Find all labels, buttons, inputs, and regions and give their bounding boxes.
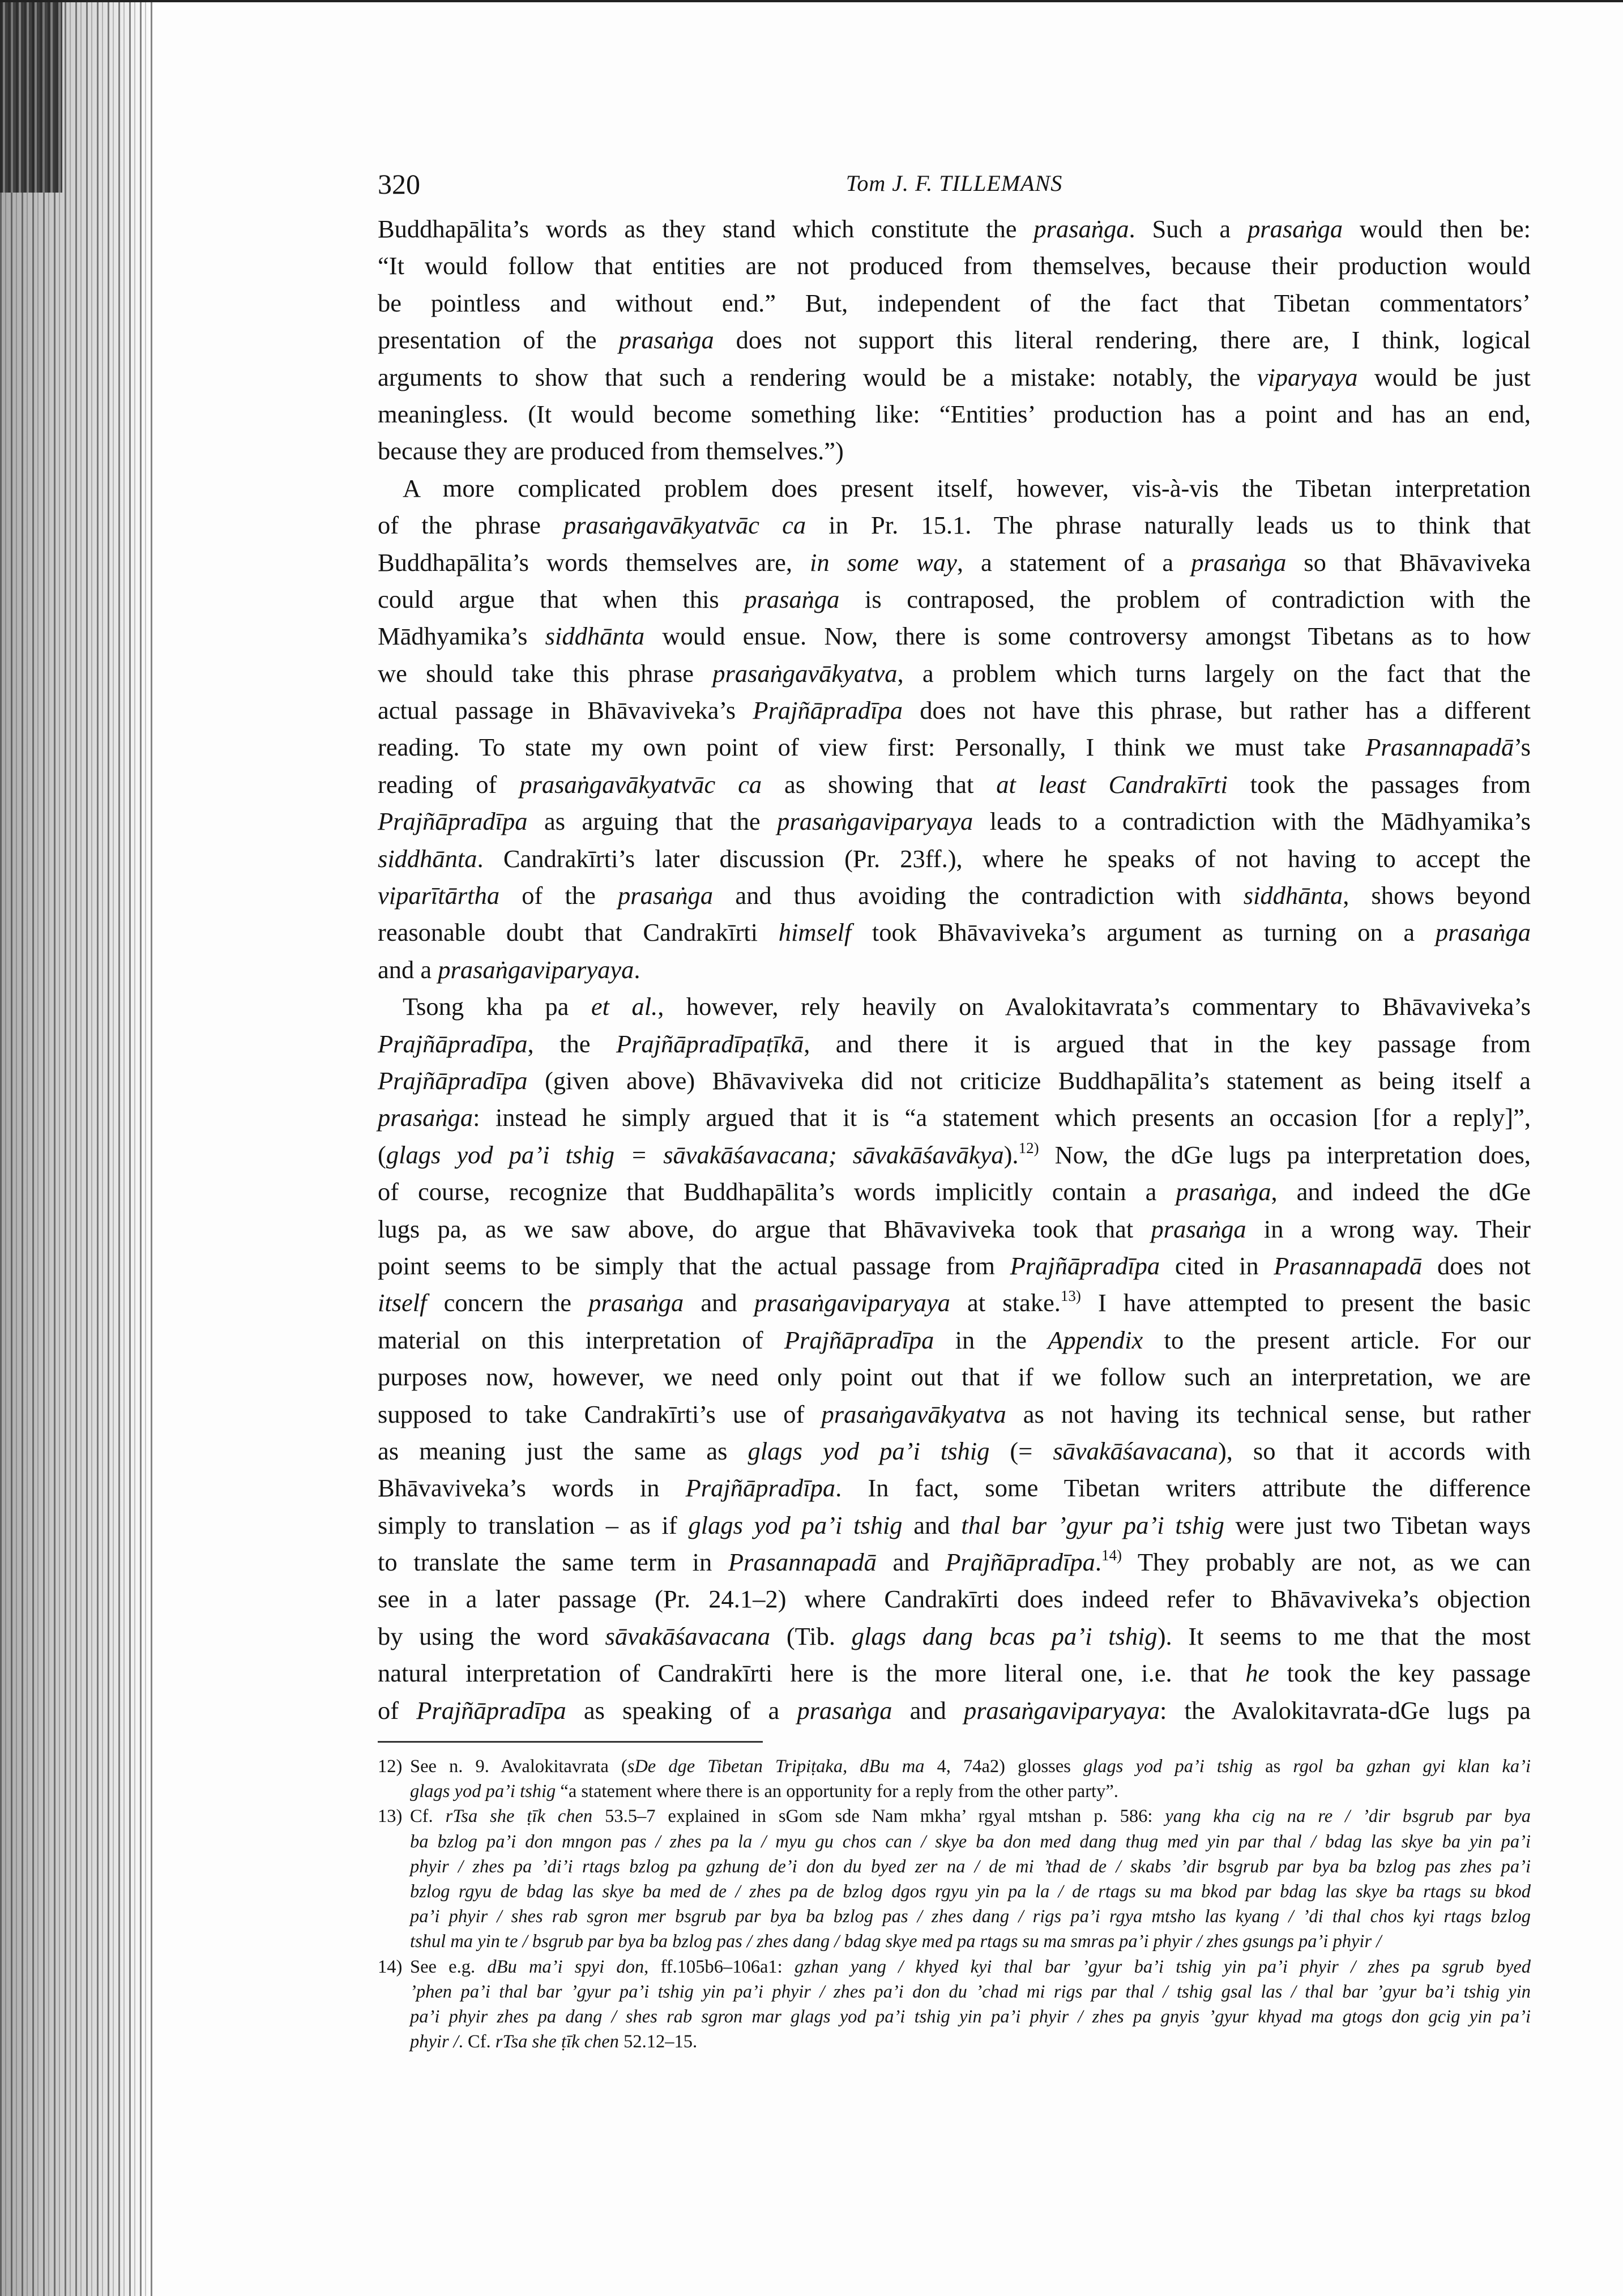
- italic-text-run: rgol ba gzhan gyi klan ka’i: [1293, 1756, 1531, 1777]
- text-run: (Tib.: [770, 1621, 852, 1650]
- italic-text-run: himself: [778, 918, 852, 947]
- text-run: simply to translation – as if: [378, 1510, 689, 1539]
- text-run: could argue that when this: [378, 584, 745, 613]
- footnote-line: [378, 2004, 1531, 2029]
- body-line: [378, 1322, 1531, 1359]
- footnote-line: [378, 1779, 1531, 1804]
- body-line: [378, 618, 1531, 655]
- text-run: reading. To state my own point of view first: Personally, I think we must take: [378, 733, 1366, 762]
- italic-text-run: bzlog rgyu de bdag las skye ba med de / zhes pa de bzlog dgos rgyu yin pa la / de rtags su ma bkod par bdag las skye ba rtags su bkod: [410, 1881, 1531, 1902]
- italic-text-run: Appendix: [1048, 1325, 1143, 1354]
- italic-text-run: prasaṅgaviparyaya: [754, 1288, 950, 1317]
- text-run: in the: [934, 1325, 1048, 1354]
- body-line: [378, 1211, 1531, 1248]
- italic-text-run: viparītārtha: [378, 881, 500, 910]
- text-run: is contraposed, the problem of contradiction with the: [839, 584, 1531, 613]
- text-run: took the passages from: [1227, 770, 1531, 799]
- footnote-line: [378, 1829, 1531, 1854]
- text-run: (given above) Bhāvaviveka did not criticize Buddhapālita’s statement as being itself a: [527, 1066, 1531, 1095]
- body-line: [378, 581, 1531, 618]
- italic-text-run: Prajñāpradīpa: [416, 1696, 566, 1725]
- text-run: ), so that it accords with: [1218, 1436, 1531, 1465]
- text-run: (=: [989, 1436, 1053, 1465]
- body-line: [378, 1099, 1531, 1136]
- text-run: and a: [378, 955, 438, 984]
- text-run: of the: [499, 881, 618, 910]
- body-line: [378, 247, 1531, 284]
- footnote-number: 13): [378, 1806, 403, 1827]
- italic-text-run: phyir / zhes pa ’di’i rtags bzlog pa gzhung de’i don du byed zer na / de mi ’thad de / skabs ’dir bsgrub par bya ba bzlog pas zhes pa’i: [410, 1856, 1531, 1877]
- italic-text-run: Prasannapadā: [728, 1548, 877, 1577]
- body-line: [378, 507, 1531, 544]
- italic-text-run: Prajñāpradīpa: [784, 1325, 934, 1354]
- italic-text-run: glags yod pa’i tshig: [688, 1510, 903, 1539]
- body-line: [378, 1284, 1531, 1321]
- scan-edge-dark-corner: [0, 0, 62, 193]
- italic-text-run: prasaṅga: [618, 326, 714, 355]
- italic-text-run: glags yod pa’i tshig: [1083, 1756, 1253, 1777]
- text-run: Mādhyamika’s: [378, 622, 545, 651]
- body-line: [378, 803, 1531, 840]
- italic-text-run: pa’i phyir zhes pa dang / shes rab sgron mar glags yod pa’i tshig yin pa’i phyir / zhes pa gnyis ’gyur khyad ma gtogs don gcig yin pa’i: [410, 2006, 1531, 2027]
- text-run: See e.g.: [410, 1956, 488, 1977]
- text-run: took Bhāvaviveka’s argument as turning on a: [851, 918, 1436, 947]
- text-run: would be just: [1357, 362, 1531, 391]
- text-run: in Pr. 15.1. The phrase naturally leads us to think that: [806, 511, 1531, 540]
- italic-text-run: Prajñāpradīpa: [1010, 1251, 1160, 1280]
- footnotes: [378, 1754, 1531, 2054]
- text-run: does not have this phrase, but rather has a different: [902, 696, 1531, 725]
- text-run: be pointless and without end.” But, independent of the fact that Tibetan commentators’: [378, 288, 1531, 317]
- text-run: (: [378, 1140, 386, 1169]
- footnote-reference: 13): [1060, 1287, 1081, 1305]
- italic-text-run: prasaṅgaviparyaya: [438, 955, 634, 984]
- italic-text-run: prasaṅga: [1151, 1214, 1246, 1243]
- italic-text-run: glags dang bcas pa’i tshig: [851, 1621, 1158, 1650]
- body-line: [378, 211, 1531, 247]
- footnote-line: [378, 1854, 1531, 1879]
- body-line: [378, 840, 1531, 877]
- text-run: as showing that: [762, 770, 997, 799]
- body-line: [378, 914, 1531, 951]
- italic-text-run: ba bzlog pa’i don mngon pas / zhes pa la / myu gu chos can / skye ba don med dang thug med yin par thal / bdag las skye ba yin pa’i: [410, 1831, 1531, 1852]
- text-run: natural interpretation of Candrakīrti here is the more literal one, i.e. that: [378, 1659, 1246, 1688]
- text-run: we should take this phrase: [378, 659, 713, 688]
- body-line: [378, 655, 1531, 692]
- italic-text-run: prasaṅga: [1191, 548, 1287, 577]
- italic-text-run: prasaṅga: [618, 881, 714, 910]
- body-line: [378, 359, 1531, 396]
- body-text: [378, 211, 1531, 1729]
- text-run: : instead he simply argued that it is “a statement which presents an occasion [for a reply]”,: [473, 1103, 1531, 1132]
- text-run: in a wrong way. Their: [1246, 1214, 1531, 1243]
- italic-text-run: prasaṅgavākyatva: [821, 1399, 1006, 1428]
- text-run: does not: [1422, 1251, 1531, 1280]
- italic-text-run: siddhānta: [545, 622, 645, 651]
- body-line: [378, 433, 1531, 470]
- italic-text-run: itself: [378, 1288, 427, 1317]
- text-run: Tsong kha pa: [403, 992, 591, 1021]
- text-run: and: [902, 1510, 962, 1539]
- page-number: 320: [378, 168, 420, 200]
- body-line: [378, 1544, 1531, 1581]
- body-line: [378, 1470, 1531, 1507]
- text-run: by using the word: [378, 1621, 605, 1650]
- footnote-number: 12): [378, 1756, 403, 1777]
- italic-text-run: prasaṅgaviparyaya: [777, 807, 973, 836]
- text-run: lugs pa, as we saw above, do argue that Bhāvaviveka took that: [378, 1214, 1151, 1243]
- text-run: , and indeed the dGe: [1271, 1177, 1531, 1206]
- body-line: [378, 1026, 1531, 1062]
- text-run: cited in: [1160, 1251, 1274, 1280]
- text-run: Cf.: [410, 1806, 446, 1827]
- footnote-line: [378, 1879, 1531, 1904]
- italic-text-run: dBu ma’i spyi don: [487, 1956, 644, 1977]
- text-run: “It would follow that entities are not produced from themselves, because their production would: [378, 251, 1531, 280]
- body-line: [378, 988, 1531, 1025]
- footnote-number: 14): [378, 1956, 403, 1977]
- text-run: of the phrase: [378, 511, 563, 540]
- italic-text-run: glags yod pa’i tshig: [410, 1781, 556, 1802]
- italic-text-run: prasaṅgavākyatva: [712, 659, 898, 688]
- text-run: and: [876, 1548, 946, 1577]
- footnote-line: [378, 1954, 1531, 1979]
- italic-text-run: Prajñāpradīpa: [378, 1029, 528, 1058]
- italic-text-run: Prajñāpradīpa: [753, 696, 903, 725]
- text-run: . Cf.: [458, 2032, 496, 2052]
- italic-text-run: prasaṅga: [797, 1696, 892, 1725]
- italic-text-run: viparyaya: [1257, 362, 1358, 391]
- text-run: , however, rely heavily on Avalokitavrata’s commentary to Bhāvaviveka’s: [657, 992, 1531, 1021]
- text-run: , shows beyond: [1343, 881, 1531, 910]
- text-run: and thus avoiding the contradiction with: [713, 881, 1244, 910]
- text-run: ).: [1003, 1140, 1019, 1169]
- italic-text-run: prasaṅga: [1248, 215, 1343, 243]
- text-run: 52.12–15.: [618, 2032, 698, 2052]
- text-run: Now, the dGe lugs pa interpretation does,: [1039, 1140, 1531, 1169]
- italic-text-run: Prajñāpradīpaṭīkā: [616, 1029, 804, 1058]
- footnote-reference: 14): [1101, 1547, 1122, 1564]
- running-head-author: Tom J. F. TILLEMANS: [845, 170, 1063, 196]
- text-run: as arguing that the: [527, 807, 778, 836]
- text-run: to translate the same term in: [378, 1548, 728, 1577]
- body-line: [378, 322, 1531, 359]
- text-run: Bhāvaviveka’s words in: [378, 1474, 686, 1503]
- text-run: . Candrakīrti’s later discussion (Pr. 23ff.), where he speaks of not having to accept the: [477, 844, 1531, 873]
- italic-text-run: rTsa she ṭīk chen: [495, 2032, 619, 2052]
- text-run: ). It seems to me that the most: [1157, 1621, 1531, 1650]
- text-run: , the: [527, 1029, 616, 1058]
- text-run: would then be:: [1343, 215, 1531, 243]
- text-run: , a problem which turns largely on the fact that the: [897, 659, 1531, 688]
- italic-text-run: thal bar ’gyur pa’i tshig: [961, 1510, 1224, 1539]
- footnote-line: [378, 1929, 1531, 1954]
- italic-text-run: sāvakāśavacana: [1053, 1436, 1218, 1465]
- text-run: so that Bhāvaviveka: [1286, 548, 1531, 577]
- text-run: at stake.: [950, 1288, 1061, 1317]
- body-line: [378, 1137, 1531, 1173]
- italic-text-run: tshul ma yin te / bsgrub par bya ba bzlog pas / zhes dang / bdag skye med pa rtags su ma smras pa’i phyir / zhes gsungs pa’i phyir /: [410, 1931, 1382, 1952]
- text-run: . In fact, some Tibetan writers attribute the difference: [835, 1474, 1531, 1503]
- text-run: : the Avalokitavrata-dGe lugs pa: [1160, 1696, 1531, 1725]
- italic-text-run: Prajñāpradīpa: [685, 1474, 836, 1503]
- footnote-reference: 12): [1018, 1139, 1039, 1156]
- italic-text-run: et al.: [591, 992, 658, 1021]
- body-line: [378, 692, 1531, 729]
- italic-text-run: phyir /: [410, 2032, 459, 2052]
- text-run: as not having its technical sense, but rather: [1006, 1399, 1531, 1428]
- italic-text-run: prasaṅga: [1033, 215, 1129, 243]
- text-run: , a statement of a: [956, 548, 1191, 577]
- body-line: [378, 1433, 1531, 1470]
- body-line: [378, 1618, 1531, 1655]
- scan-top-border: [0, 0, 1623, 2]
- body-line: [378, 1173, 1531, 1210]
- body-line: [378, 1396, 1531, 1433]
- text-run: ’s: [1514, 733, 1531, 762]
- text-run: as: [1253, 1756, 1293, 1777]
- text-run: , ff.105b6–106a1:: [644, 1956, 795, 1977]
- text-run: because they are produced from themselves.”): [378, 437, 844, 466]
- italic-text-run: pa’i phyir / shes rab sgron mer bsgrub par bya ba bzlog pas / zhes dang / rigs pa’i rgya mtsho las kyang / ’di thal chos kyi rtags bzlog: [410, 1906, 1531, 1927]
- body-line: [378, 877, 1531, 914]
- body-line: [378, 285, 1531, 322]
- text-run: as speaking of a: [566, 1696, 797, 1725]
- italic-text-run: Prajñāpradīpa: [378, 807, 528, 836]
- text-run: does not support this literal rendering, there are, I think, logical: [714, 326, 1531, 355]
- text-run: of: [378, 1696, 417, 1725]
- text-run: A more complicated problem does present itself, however, vis-à-vis the Tibetan interpretation: [403, 473, 1531, 502]
- footnote-line: [378, 2029, 1531, 2054]
- italic-text-run: sāvakāśavacana: [605, 1621, 771, 1650]
- italic-text-run: Prasannapadā: [1274, 1251, 1423, 1280]
- italic-text-run: Prajñāpradīpa: [378, 1066, 528, 1095]
- italic-text-run: ’phen pa’i thal bar ’gyur pa’i tshig yin pa’i phyir / zhes pa’i don du ’chad mi rigs par thal / tshig gsal las / thal bar ’gyur ba’i tshig yin: [410, 1981, 1531, 2002]
- italic-text-run: rTsa she ṭīk chen: [445, 1806, 593, 1827]
- italic-text-run: prasaṅga: [1176, 1177, 1271, 1206]
- text-run: Buddhapālita’s words as they stand which constitute the: [378, 215, 1034, 243]
- italic-text-run: sDe dge Tibetan Tripiṭaka, dBu ma: [627, 1756, 925, 1777]
- footnote-separator: [378, 1741, 763, 1743]
- body-line: [378, 470, 1531, 507]
- text-run: arguments to show that such a rendering would be a mistake: notably, the: [378, 362, 1257, 391]
- text-run: presentation of the: [378, 326, 619, 355]
- text-run: , and there it is argued that in the key passage from: [804, 1029, 1531, 1058]
- footnote-line: [378, 1904, 1531, 1929]
- scan-edge-shadow: [0, 0, 153, 2296]
- text-run: I have attempted to present the basic: [1080, 1288, 1531, 1317]
- text-run: purposes now, however, we need only point out that if we follow such an interpretation, we are: [378, 1363, 1531, 1392]
- text-run: actual passage in Bhāvaviveka’s: [378, 696, 753, 725]
- text-run: as meaning just the same as: [378, 1436, 748, 1465]
- text-run: 53.5–7 explained in sGom sde Nam mkha’ rgyal mtshan p. 586:: [592, 1806, 1165, 1827]
- body-line: [378, 766, 1531, 803]
- text-run: were just two Tibetan ways: [1224, 1510, 1531, 1539]
- text-run: meaningless. (It would become something like: “Entities’ production has a point and has an end,: [378, 399, 1531, 428]
- text-run: supposed to take Candrakīrti’s use of: [378, 1399, 822, 1428]
- body-line: [378, 1062, 1531, 1099]
- footnote-line: [378, 1979, 1531, 2004]
- italic-text-run: siddhānta: [1243, 881, 1343, 910]
- italic-text-run: gzhan yang / khyed kyi thal bar ’gyur ba’i tshig yin pa’i phyir / zhes pa sgrub byed: [794, 1956, 1531, 1977]
- body-line: [378, 729, 1531, 766]
- italic-text-run: in some way: [810, 548, 957, 577]
- text-run: point seems to be simply that the actual passage from: [378, 1251, 1010, 1280]
- text-run: Buddhapālita’s words themselves are,: [378, 548, 810, 577]
- text-run: of course, recognize that Buddhapālita’s words implicitly contain a: [378, 1177, 1176, 1206]
- text-run: .: [634, 955, 640, 984]
- body-line: [378, 1655, 1531, 1692]
- italic-text-run: glags yod pa’i tshig: [748, 1436, 990, 1465]
- body-line: [378, 1581, 1531, 1618]
- footnote-line: [378, 1804, 1531, 1829]
- body-line: [378, 1692, 1531, 1729]
- text-run: “a statement where there is an opportunity for a reply from the other party”.: [556, 1781, 1118, 1802]
- italic-text-run: siddhānta: [378, 844, 477, 873]
- body-line: [378, 1359, 1531, 1395]
- italic-text-run: prasaṅgaviparyaya: [963, 1696, 1160, 1725]
- body-line: [378, 1507, 1531, 1544]
- italic-text-run: prasaṅga: [1435, 918, 1531, 947]
- italic-text-run: prasaṅga: [378, 1103, 473, 1132]
- text-run: see in a later passage (Pr. 24.1–2) where Candrakīrti does indeed refer to Bhāvaviveka’s objection: [378, 1585, 1531, 1614]
- text-run: and: [892, 1696, 964, 1725]
- italic-text-run: glags yod pa’i tshig = sāvakāśavacana; sāvakāśavākya: [386, 1140, 1004, 1169]
- italic-text-run: prasaṅgavākyatvāc ca: [519, 770, 762, 799]
- italic-text-run: Prajñāpradīpa: [945, 1548, 1095, 1577]
- text-run: reasonable doubt that Candrakīrti: [378, 918, 779, 947]
- text-run: . Such a: [1129, 215, 1248, 243]
- text-run: material on this interpretation of: [378, 1325, 784, 1354]
- text-run: and: [684, 1288, 754, 1317]
- italic-text-run: yang kha cig na re / ’dir bsgrub par bya: [1165, 1806, 1531, 1827]
- text-run: reading of: [378, 770, 520, 799]
- italic-text-run: prasaṅga: [588, 1288, 684, 1317]
- italic-text-run: he: [1245, 1659, 1270, 1688]
- text-run: leads to a contradiction with the Mādhyamika’s: [973, 807, 1531, 836]
- italic-text-run: prasaṅga: [744, 584, 840, 613]
- footnote-line: [378, 1754, 1531, 1779]
- italic-text-run: Prasannapadā: [1365, 733, 1514, 762]
- text-run: .: [1095, 1548, 1102, 1577]
- body-line: [378, 544, 1531, 581]
- text-run: See n. 9. Avalokitavrata (: [410, 1756, 627, 1777]
- italic-text-run: prasaṅgavākyatvāc ca: [563, 511, 806, 540]
- text-run: They probably are not, as we can: [1122, 1548, 1531, 1577]
- text-run: would ensue. Now, there is some controversy amongst Tibetans as to how: [644, 622, 1531, 651]
- body-line: [378, 951, 1531, 988]
- body-line: [378, 396, 1531, 433]
- italic-text-run: at least Candrakīrti: [996, 770, 1228, 799]
- text-run: 4, 74a2) glosses: [924, 1756, 1083, 1777]
- text-run: to the present article. For our: [1143, 1325, 1531, 1354]
- text-run: concern the: [426, 1288, 589, 1317]
- body-line: [378, 1248, 1531, 1284]
- text-run: took the key passage: [1269, 1659, 1531, 1688]
